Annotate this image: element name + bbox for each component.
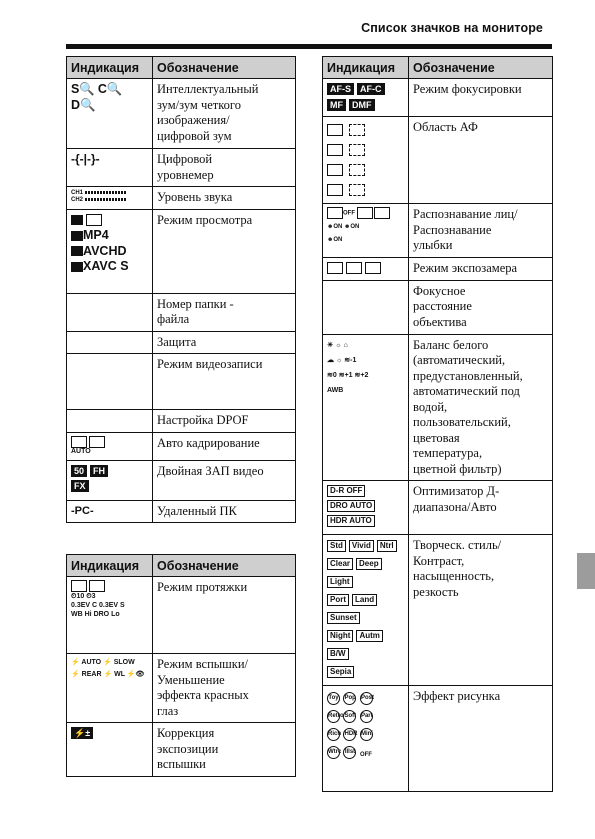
picture-effect-icons: Toy Pop Post Retro Soft Part Rich HDR Mini Wtrc Illst OFF <box>323 686 409 792</box>
flash-comp-icon: ⚡± <box>67 723 153 777</box>
empty-cell <box>67 410 153 433</box>
metering-icons <box>323 258 409 281</box>
playback-mode-icons: MP4 AVCHD XAVC S <box>67 209 153 293</box>
drive-mode-icons: ⏲10 ⏲3 0.3EV C 0.3EV S WB Hi DRO Lo <box>67 577 153 654</box>
auto-framing-icons: AUTO <box>67 432 153 460</box>
col-indication: Индикация <box>67 555 153 577</box>
page-header: Список значков на мониторе <box>361 21 543 35</box>
empty-cell <box>67 354 153 410</box>
af-area-icons <box>323 117 409 204</box>
table-row: Режим просмотра <box>153 209 296 293</box>
table-row: Баланс белого (автоматический, предустановленный, автоматический под водой, пользовательский, цветовая температура, цветной фильтр) <box>409 334 553 481</box>
table-row: Распознавание лиц/ Распознавание улыбки <box>409 204 553 258</box>
creative-style-icons: Std Vivid Ntrl Clear DeepLight Port LandSunset Night AutmB/W Sepia <box>323 535 409 686</box>
table-row: Режим видеозаписи <box>153 354 296 410</box>
col-meaning: Обозначение <box>409 57 553 79</box>
col-indication: Индикация <box>323 57 409 79</box>
zoom-icons: S🔍 C🔍 D🔍 <box>67 79 153 149</box>
table-row: Настройка DPOF <box>153 410 296 433</box>
table-row: Уровень звука <box>153 187 296 210</box>
side-tab <box>577 553 595 589</box>
table-row: Оптимизатор Д- диапазона/Авто <box>409 481 553 535</box>
empty-cell <box>67 293 153 331</box>
icon-table-1 <box>66 56 296 523</box>
icon-table-3 <box>322 56 553 792</box>
col-meaning: Обозначение <box>153 555 296 577</box>
table-row: Режим вспышки/ Уменьшение эффекта красных глаз <box>153 654 296 723</box>
table-row: Творческ. стиль/ Контраст, насыщенность, резкость <box>409 535 553 686</box>
col-meaning: Обозначение <box>153 57 296 79</box>
table-row: Защита <box>153 331 296 354</box>
audio-level-icon: CH1 CH2 <box>67 187 153 210</box>
table-row: Авто кадрирование <box>153 432 296 460</box>
dro-icons: D-R OFFDRO AUTOHDR AUTO <box>323 481 409 535</box>
header-rule <box>66 44 552 49</box>
focus-mode-icons: AF-S AF-C MF DMF <box>323 79 409 117</box>
table-row: Двойная ЗАП видео <box>153 460 296 500</box>
table-row: Интеллектуальный зум/зум четкого изображения/ цифровой зум <box>153 79 296 149</box>
flash-mode-icons: ⚡ AUTO ⚡ SLOW ⚡ REAR ⚡ WL ⚡👁 <box>67 654 153 723</box>
remote-pc-icon: -PC- <box>67 500 153 523</box>
dual-rec-icons: 50 FH FX <box>67 460 153 500</box>
table-row: Коррекция экспозиции вспышки <box>153 723 296 777</box>
empty-cell <box>67 331 153 354</box>
level-icon: -{-|-}- <box>67 149 153 187</box>
icon-table-2 <box>66 554 296 777</box>
table-row: Цифровой уровнемер <box>153 149 296 187</box>
table-row: Режим протяжки <box>153 577 296 654</box>
table-row: Удаленный ПК <box>153 500 296 523</box>
empty-cell <box>323 280 409 334</box>
table-row: Режим фокусировки <box>409 79 553 117</box>
table-row: Фокусное расстояние объектива <box>409 280 553 334</box>
table-row: Номер папки - файла <box>153 293 296 331</box>
face-detection-icons: OFF ☻ON ☻ON ☻ON <box>323 204 409 258</box>
table-row: Эффект рисунка <box>409 686 553 792</box>
white-balance-icons: ☀ ☼ ⌂ ☁ ☼ ≋-1 ≋0 ≋+1 ≋+2 AWB <box>323 334 409 481</box>
col-indication: Индикация <box>67 57 153 79</box>
table-row: Режим экспозамера <box>409 258 553 281</box>
table-row: Область АФ <box>409 117 553 204</box>
